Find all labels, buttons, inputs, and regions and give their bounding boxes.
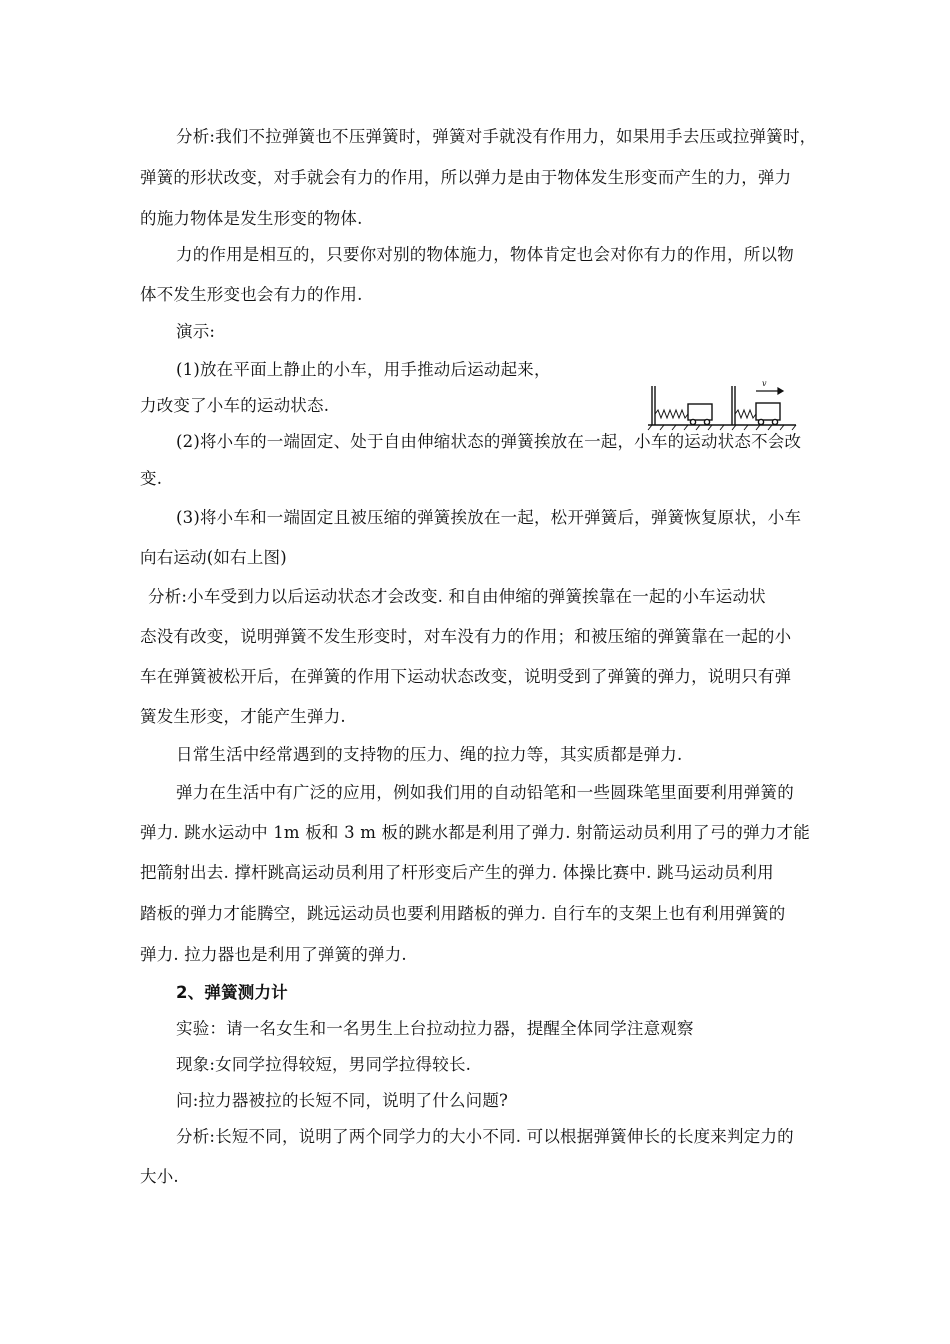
analysis-line: 态没有改变，说明弹簧不发生形变时，对车没有力的作用；和被压缩的弹簧靠在一起的小 <box>140 627 792 646</box>
analysis-line: 弹簧的形状改变，对手就会有力的作用，所以弹力是由于物体发生形变而产生的力，弹力 <box>140 168 792 187</box>
demo-step-2: (2)将小车的一端固定、处于自由伸缩状态的弹簧挨放在一起，小车的运动状态不会改 <box>176 432 802 451</box>
demo-heading: 演示: <box>176 322 216 341</box>
body-line: 弹力. 拉力器也是利用了弹簧的弹力. <box>140 945 407 964</box>
analysis-line: 分析:小车受到力以后运动状态才会改变. 和自由伸缩的弹簧挨靠在一起的小车运动状 <box>148 587 766 606</box>
body-line: 把箭射出去. 撑杆跳高运动员利用了杆形变后产生的弹力. 体操比赛中. 跳马运动员利用 <box>140 863 774 882</box>
left-cart <box>688 404 712 425</box>
demo-step-1: (1)放在平面上静止的小车，用手推动后运动起来， <box>176 360 551 379</box>
demo-step-3: 向右运动(如右上图) <box>140 548 287 567</box>
body-line: 日常生活中经常遇到的支持物的压力、绳的拉力等，其实质都是弹力. <box>176 745 683 764</box>
right-spring <box>735 410 756 418</box>
body-line: 踏板的弹力才能腾空，跳远运动员也要利用踏板的弹力. 自行车的支架上也有利用弹簧的 <box>140 904 786 923</box>
body-line: 力的作用是相互的，只要你对别的物体施力，物体肯定也会对你有力的作用，所以物 <box>176 245 794 264</box>
demo-step-2: 变. <box>140 469 163 488</box>
section-heading: 2、弹簧测力计 <box>176 983 288 1002</box>
body-line: 弹力. 跳水运动中 1m 板和 3 m 板的跳水都是利用了弹力. 射箭运动员利用了弓的弹力才能 <box>140 823 810 842</box>
analysis-line: 簧发生形变，才能产生弹力. <box>140 707 346 726</box>
velocity-label: v <box>762 379 767 388</box>
analysis-line: 大小. <box>140 1167 179 1186</box>
analysis-line: 分析:我们不拉弹簧也不压弹簧时，弹簧对手就没有作用力，如果用手去压或拉弹簧时， <box>176 127 817 146</box>
left-wall <box>652 386 655 425</box>
body-line: 弹力在生活中有广泛的应用，例如我们用的自动铅笔和一些圆珠笔里面要利用弹簧的 <box>176 783 794 802</box>
analysis-line: 的施力物体是发生形变的物体. <box>140 209 363 228</box>
experiment-line: 实验：请一名女生和一名男生上台拉动拉力器，提醒全体同学注意观察 <box>176 1019 694 1038</box>
analysis-line: 分析:长短不同，说明了两个同学力的大小不同. 可以根据弹簧伸长的长度来判定力的 <box>176 1127 794 1146</box>
analysis-line: 车在弹簧被松开后，在弹簧的作用下运动状态改变，说明受到了弹簧的弹力，说明只有弹 <box>140 667 792 686</box>
right-cart <box>756 403 780 425</box>
left-spring <box>655 410 688 418</box>
velocity-arrow-icon <box>756 388 783 394</box>
spring-cart-diagram <box>644 378 804 434</box>
right-wall <box>732 386 735 425</box>
body-line: 体不发生形变也会有力的作用. <box>140 285 363 304</box>
phenomenon-line: 现象:女同学拉得较短，男同学拉得较长. <box>176 1055 472 1074</box>
demo-step-1: 力改变了小车的运动状态. <box>140 396 330 415</box>
demo-step-3: (3)将小车和一端固定且被压缩的弹簧挨放在一起，松开弹簧后，弹簧恢复原状，小车 <box>176 508 802 527</box>
question-line: 问:拉力器被拉的长短不同，说明了什么问题? <box>176 1091 509 1110</box>
